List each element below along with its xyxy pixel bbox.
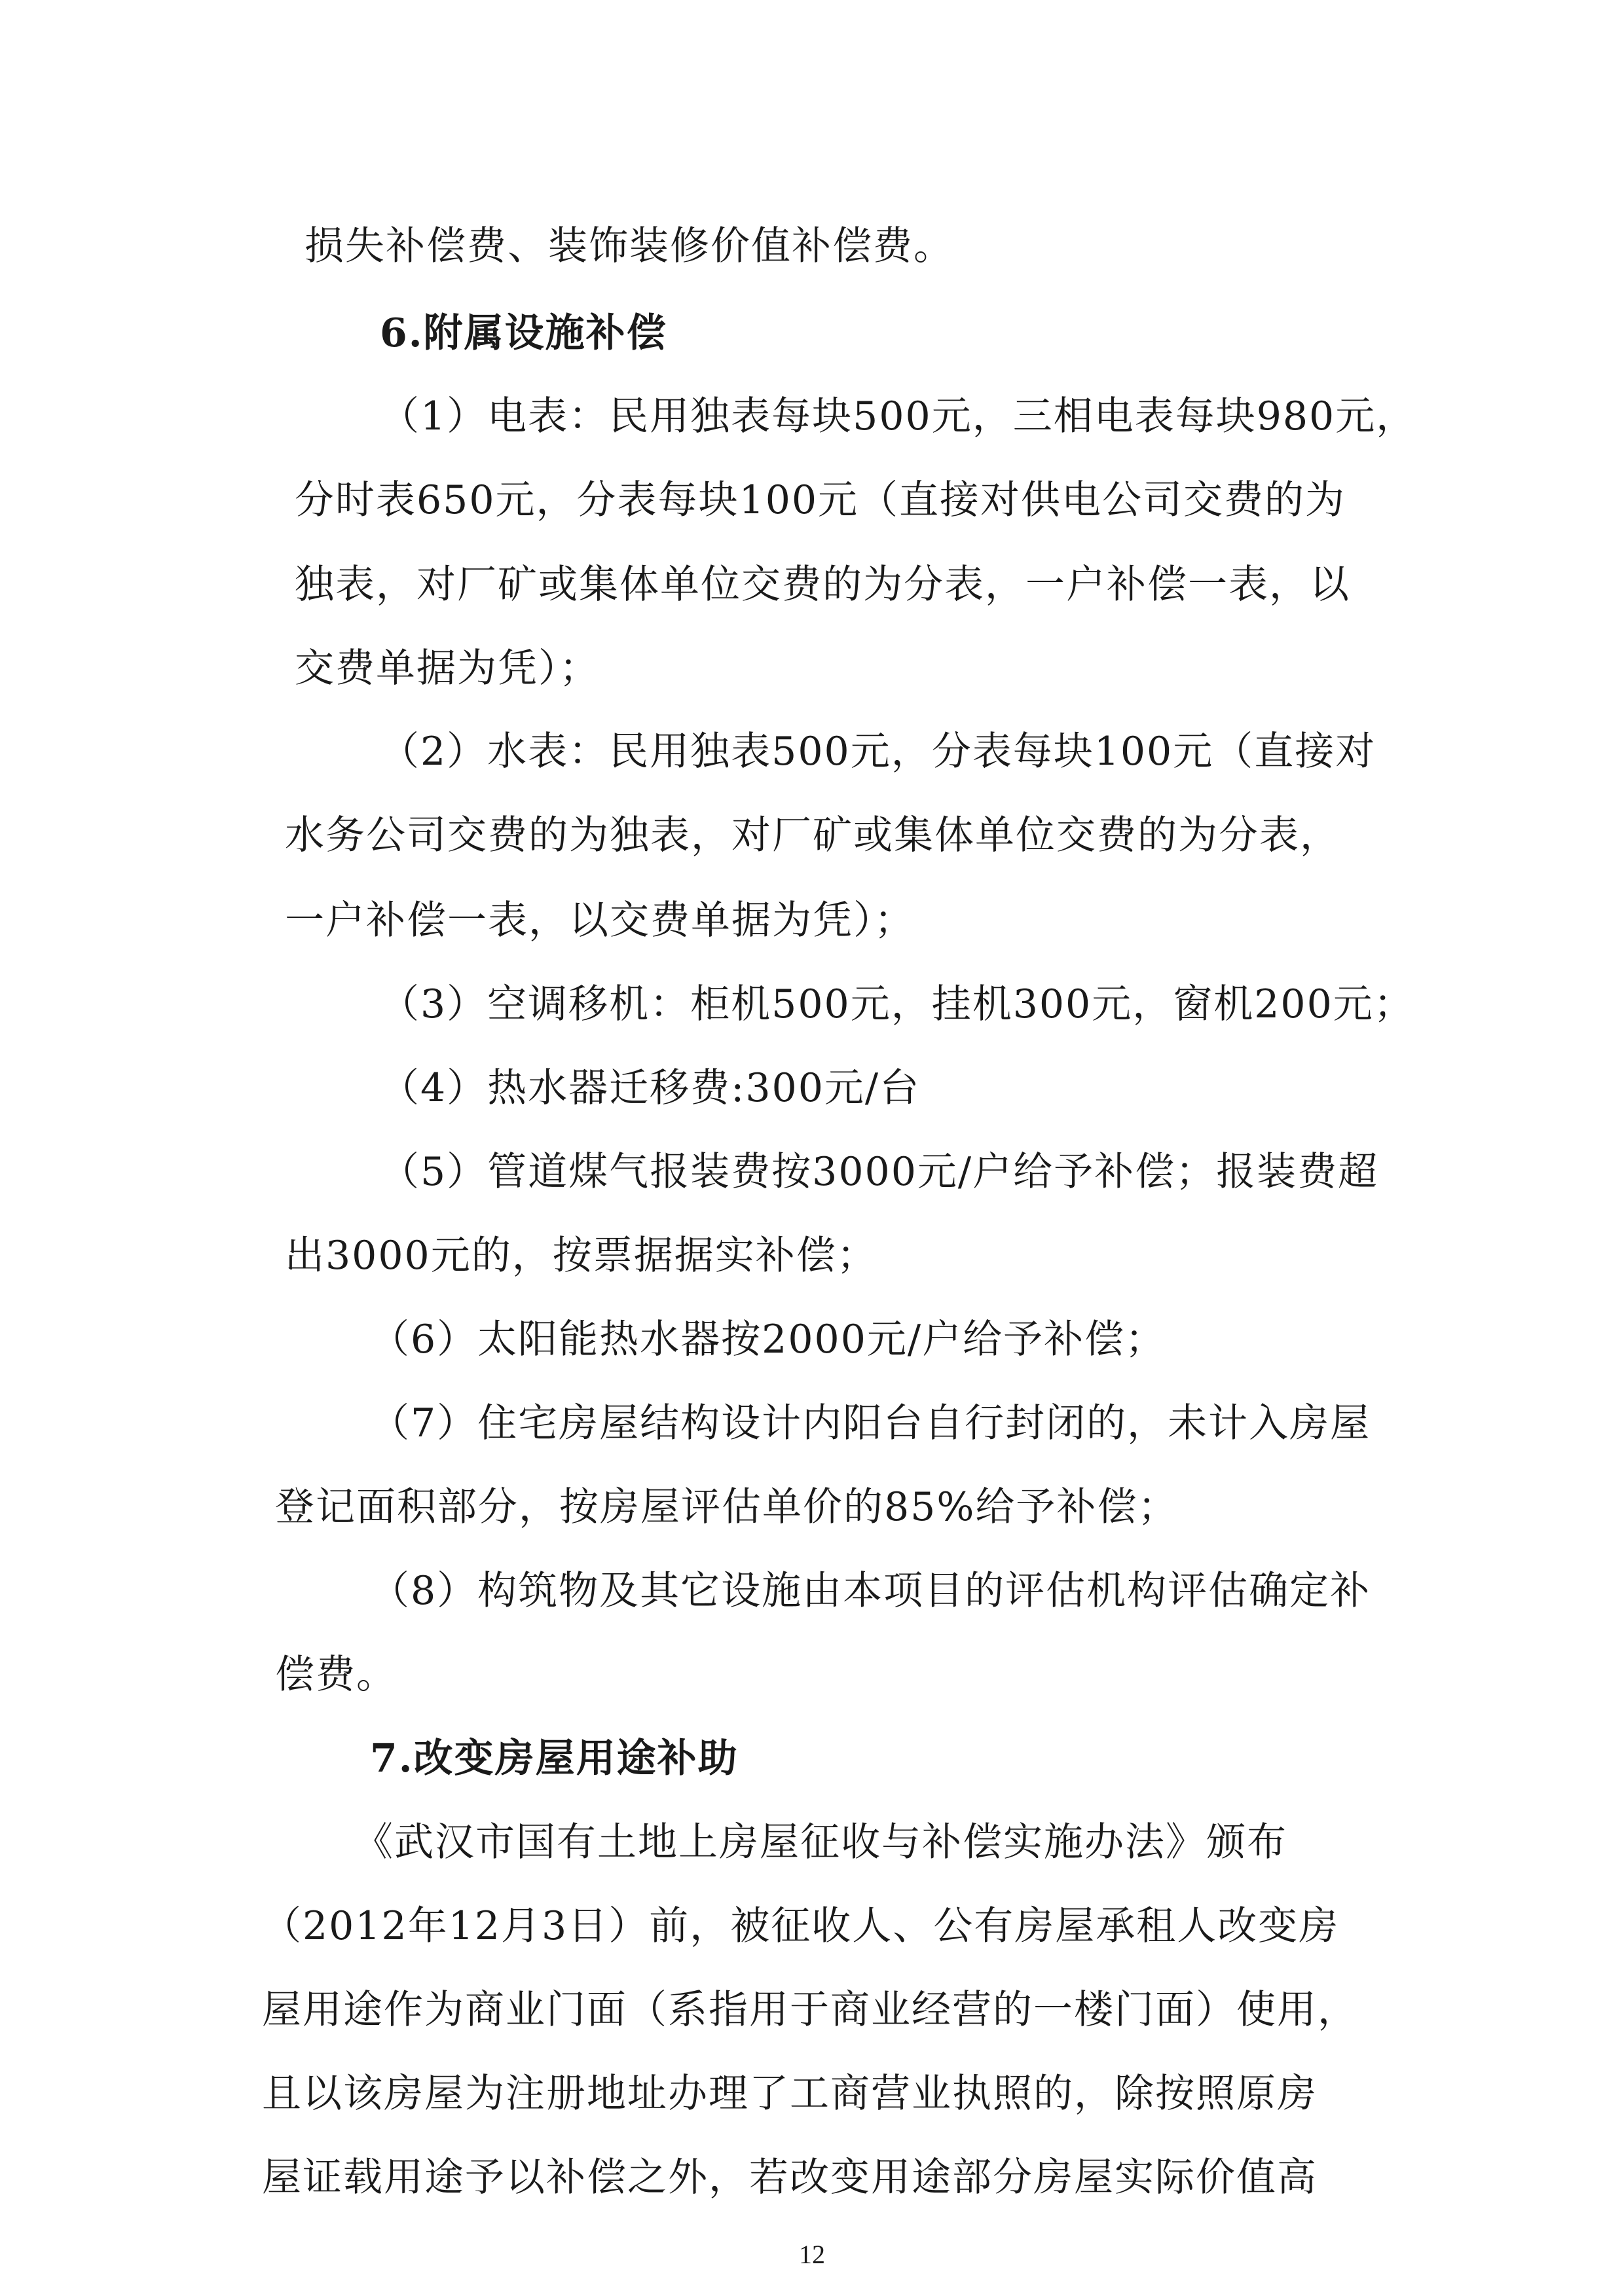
text-line: 屋用途作为商业门面（系指用于商业经营的一楼门面）使用， [262, 1987, 1358, 2033]
page-number: 12 [799, 2240, 825, 2269]
section-heading: 7.改变房屋用途补助 [370, 1736, 739, 1781]
text-line: （1）电表：民用独表每块500元，三相电表每块980元， [380, 393, 1417, 439]
text-line: （2）水表：民用独表500元，分表每块100元（直接对 [380, 729, 1376, 774]
text-line: （6）太阳能热水器按2000元/户给予补偿； [370, 1317, 1166, 1362]
text-line: 《武汉市国有土地上房屋征收与补偿实施办法》颁布 [354, 1819, 1287, 1865]
text-line: 屋证载用途予以补偿之外，若改变用途部分房屋实际价值高 [262, 2155, 1318, 2200]
text-line: 独表，对厂矿或集体单位交费的为分表，一户补偿一表，以 [295, 562, 1350, 608]
text-line: 交费单据为凭）； [295, 646, 600, 691]
text-line: （3）空调移机：柜机500元，挂机300元，窗机200元； [380, 981, 1414, 1027]
text-line: （8）构筑物及其它设施由本项目的评估机构评估确定补 [370, 1568, 1371, 1614]
text-line: 偿费。 [275, 1652, 397, 1698]
text-line: （2012年12月3日）前，被征收人、公有房屋承租人改变房 [262, 1903, 1340, 1949]
section-heading: 6.附属设施补偿 [380, 310, 667, 356]
text-line: （7）住宅房屋结构设计内阳台自行封闭的，未计入房屋 [370, 1400, 1371, 1446]
text-line: 且以该房屋为注册地址办理了工商营业执照的，除按照原房 [262, 2071, 1318, 2117]
text-line: 损失补偿费、装饰装修价值补偿费。 [304, 223, 954, 269]
text-line: （5）管道煤气报装费按3000元/户给予补偿；报装费超 [380, 1149, 1379, 1195]
text-line: 登记面积部分，按房屋评估单价的85%给予补偿； [275, 1484, 1179, 1530]
text-line: 一户补偿一表，以交费单据为凭）； [285, 898, 915, 943]
text-line: （4）热水器迁移费:300元/台 [380, 1065, 921, 1111]
text-line: 分时表650元，分表每块100元（直接对供电公司交费的为 [295, 477, 1346, 523]
text-line: 水务公司交费的为独表，对厂矿或集体单位交费的为分表， [285, 812, 1340, 858]
text-line: 出3000元的，按票据据实补偿； [285, 1233, 877, 1279]
